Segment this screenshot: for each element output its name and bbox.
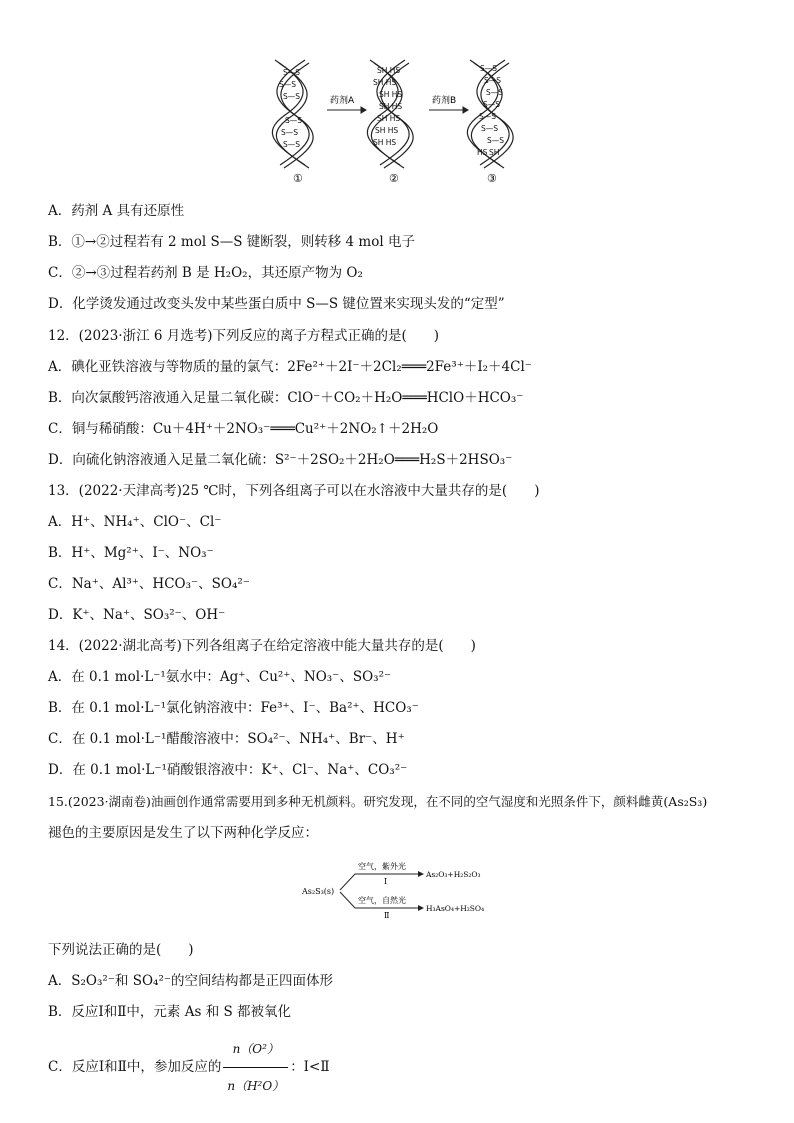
svg-text:S—S: S—S bbox=[481, 124, 499, 133]
q14-option-a: A．在 0.1 mol·L⁻¹氨水中：Ag⁺、Cu²⁺、NO₃⁻、SO₃²⁻ bbox=[48, 669, 392, 685]
product-1: As₂O₃+H₂S₂O₃ bbox=[426, 870, 481, 879]
svg-text:S—S: S—S bbox=[483, 100, 501, 109]
q15-option-a: A．S₂O₃²⁻和 SO₄²⁻的空间结构都是正四面体形 bbox=[48, 973, 333, 989]
q15-option-c-prefix: C．反应Ⅰ和Ⅱ中，参加反应的 bbox=[48, 1059, 222, 1075]
svg-text:SH HS: SH HS bbox=[379, 90, 403, 99]
q15-option-c-suffix: ：Ⅰ<Ⅱ bbox=[290, 1059, 330, 1075]
svg-text:S—S: S—S bbox=[283, 140, 301, 149]
q13-stem: 13．(2022·天津高考)25 ℃时，下列各组离子可以在水溶液中大量共存的是( ) bbox=[48, 483, 540, 499]
q12-option-a: A．碘化亚铁溶液与等物质的量的氯气：2Fe²⁺＋2I⁻＋2Cl₂═══2Fe³⁺＋I₂＋4Cl⁻ bbox=[48, 359, 532, 375]
reagent-a-label: 药剂A bbox=[330, 96, 355, 106]
figure-label-3: ③ bbox=[487, 172, 497, 185]
svg-text:SH: SH bbox=[489, 148, 500, 157]
q12-option-b: B．向次氯酸钙溶液通入足量二氧化碳：ClO⁻＋CO₂＋H₂O═══HClO＋HCO₃⁻ bbox=[48, 390, 524, 406]
q14-option-b: B．在 0.1 mol·L⁻¹氯化钠溶液中：Fe³⁺、I⁻、Ba²⁺、HCO₃⁻ bbox=[48, 700, 419, 716]
q11-option-d: D．化学烫发通过改变头发中某些蛋白质中 S—S 键位置来实现头发的“定型” bbox=[48, 296, 505, 312]
q15-stem-line2: 褪色的主要原因是发生了以下两种化学反应： bbox=[48, 825, 318, 841]
svg-text:S—S: S—S bbox=[487, 136, 505, 145]
svg-text:SH HS: SH HS bbox=[379, 102, 403, 111]
svg-text:S—S: S—S bbox=[480, 64, 498, 73]
fraction-numerator: n（O²） bbox=[223, 1031, 288, 1068]
product-2: H₃AsO₄+H₂SO₄ bbox=[426, 904, 485, 913]
figure-label-2: ② bbox=[389, 172, 399, 185]
svg-text:SH HS: SH HS bbox=[373, 138, 397, 147]
q12-stem: 12．(2023·浙江 6 月选考)下列反应的离子方程式正确的是( ) bbox=[48, 328, 440, 344]
ratio-fraction bbox=[223, 1031, 288, 1104]
q15-reaction-scheme bbox=[300, 852, 500, 922]
q12-option-c: C．铜与稀硝酸：Cu＋4H⁺＋2NO₃⁻═══Cu²⁺＋2NO₂↑＋2H₂O bbox=[48, 421, 439, 437]
q14-option-c: C．在 0.1 mol·L⁻¹醋酸溶液中：SO₄²⁻、NH₄⁺、Br⁻、H⁺ bbox=[48, 731, 405, 747]
svg-text:SH HS: SH HS bbox=[377, 114, 401, 123]
reagent-b-label: 药剂B bbox=[432, 96, 457, 106]
q11-option-b: B．①→②过程若有 2 mol S—S 键断裂，则转移 4 mol 电子 bbox=[48, 234, 415, 250]
svg-text:SH HS: SH HS bbox=[375, 126, 399, 135]
svg-text:SH HS: SH HS bbox=[373, 78, 397, 87]
q11-option-c: C．②→③过程若药剂 B 是 H₂O₂，其还原产物为 O₂ bbox=[48, 265, 363, 281]
svg-text:S—S: S—S bbox=[283, 68, 301, 77]
condition-2: 空气，自然光 bbox=[358, 896, 406, 905]
q15-option-b: B．反应Ⅰ和Ⅱ中，元素 As 和 S 都被氧化 bbox=[48, 1004, 292, 1020]
svg-text:S—S: S—S bbox=[279, 80, 297, 89]
q15-option-c bbox=[48, 1031, 330, 1104]
q14-option-d: D．在 0.1 mol·L⁻¹硝酸银溶液中：K⁺、Cl⁻、Na⁺、CO₃²⁻ bbox=[48, 762, 408, 778]
q13-option-c: C．Na⁺、Al³⁺、HCO₃⁻、SO₄²⁻ bbox=[48, 576, 250, 592]
label-2: Ⅱ bbox=[384, 911, 390, 920]
q13-option-d: D．K⁺、Na⁺、SO₃²⁻、OH⁻ bbox=[48, 607, 226, 623]
svg-text:S—S: S—S bbox=[479, 112, 497, 121]
q15-ask: 下列说法正确的是( ) bbox=[48, 942, 194, 958]
q11-option-a: A．药剂 A 具有还原性 bbox=[48, 203, 185, 219]
q13-option-b: B．H⁺、Mg²⁺、I⁻、NO₃⁻ bbox=[48, 545, 214, 561]
label-1: Ⅰ bbox=[384, 877, 388, 886]
svg-text:S—S: S—S bbox=[484, 76, 502, 85]
svg-text:HS: HS bbox=[477, 148, 488, 157]
fraction-denominator: n（H²O） bbox=[227, 1079, 285, 1093]
svg-text:S—S: S—S bbox=[285, 116, 303, 125]
q15-stem-line1: 15.(2023·湖南卷)油画创作通常需要用到多种无机颜料。研究发现，在不同的空气湿度和光照条件下，颜料雌黄(As₂S₃) bbox=[48, 794, 708, 809]
svg-text:S—S: S—S bbox=[486, 88, 504, 97]
svg-text:SH HS: SH HS bbox=[377, 66, 401, 75]
svg-text:S—S: S—S bbox=[281, 128, 299, 137]
q13-option-a: A．H⁺、NH₄⁺、ClO⁻、Cl⁻ bbox=[48, 514, 222, 530]
condition-1: 空气，紫外光 bbox=[358, 862, 406, 871]
perm-wave-figure bbox=[265, 55, 535, 187]
figure-label-1: ① bbox=[293, 172, 303, 185]
reactant: As₂S₃(s) bbox=[302, 887, 335, 896]
q12-option-d: D．向硫化钠溶液通入足量二氧化硫：S²⁻＋2SO₂＋2H₂O═══H₂S＋2HSO₃⁻ bbox=[48, 452, 513, 468]
q14-stem: 14．(2022·湖北高考)下列各组离子在给定溶液中能大量共存的是( ) bbox=[48, 638, 476, 654]
svg-text:S—S: S—S bbox=[283, 92, 301, 101]
